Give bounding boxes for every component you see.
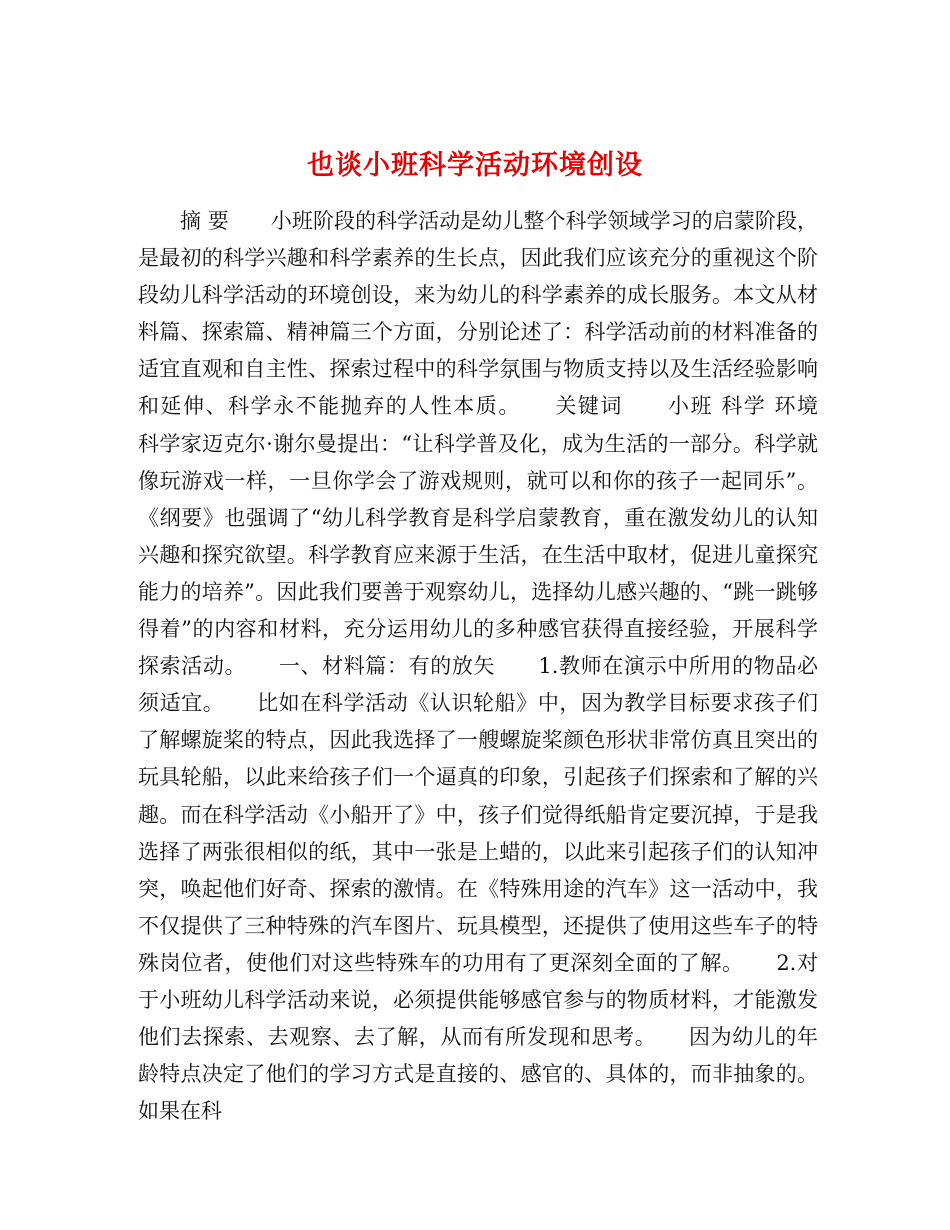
- document-title: 也谈小班科学活动环境创设: [307, 150, 643, 182]
- document-body: 摘 要 小班阶段的科学活动是幼儿整个科学领域学习的启蒙阶段，是最初的科学兴趣和科学素养的生长点，因此我们应该充分的重视这个阶段幼儿科学活动的环境创设，来为幼儿的科学素养的成长服务。本文从材料篇、探索篇、精神篇三个方面，分别论述了：科学活动前的材料准备的适宜直观和自主性、探索过程中的科学氛围与物质支持以及生活经验影响和延伸、科学永不能抛弃的人性本质。 关键词 小班 科学 环境 科学家迈克尔·谢尔曼提出：“让科学普及化，成为生活的一部分。科学就像玩游戏一样，一旦你学会了游戏规则，就可以和你的孩子一起同乐”。《纲要》也强调了“幼儿科学教育是科学启蒙教育，重在激发幼儿的认知兴趣和探究欲望。科学教育应来源于生活，在生活中取材，促进儿童探究能力的培养”。因此我们要善于观察幼儿，选择幼儿感兴趣的、“跳一跳够得着”的内容和材料，充分运用幼儿的多种感官获得直接经验，开展科学探索活动。 一、材料篇：有的放矢 1.教师在演示中所用的物品必须适宜。 比如在科学活动《认识轮船》中，因为教学目标要求孩子们了解螺旋桨的特点，因此我选择了一艘螺旋桨颜色形状非常仿真且突出的玩具轮船，以此来给孩子们一个逼真的印象，引起孩子们探索和了解的兴趣。而在科学活动《小船开了》中，孩子们觉得纸船肯定要沉掉，于是我选择了两张很相似的纸，其中一张是上蜡的，以此来引起孩子们的认知冲突，唤起他们好奇、探索的激情。在《特殊用途的汽车》这一活动中，我不仅提供了三种特殊的汽车图片、玩具模型，还提供了使用这些车子的特殊岗位者，使他们对这些特殊车的功用有了更深刻全面的了解。 2.对于小班幼儿科学活动来说，必须提供能够感官参与的物质材料，才能激发他们去探索、去观察、去了解，从而有所发现和思考。 因为幼儿的年龄特点决定了他们的学习方式是直接的、感官的、具体的，而非抽象的。如果在科: [138, 209, 860, 1124]
